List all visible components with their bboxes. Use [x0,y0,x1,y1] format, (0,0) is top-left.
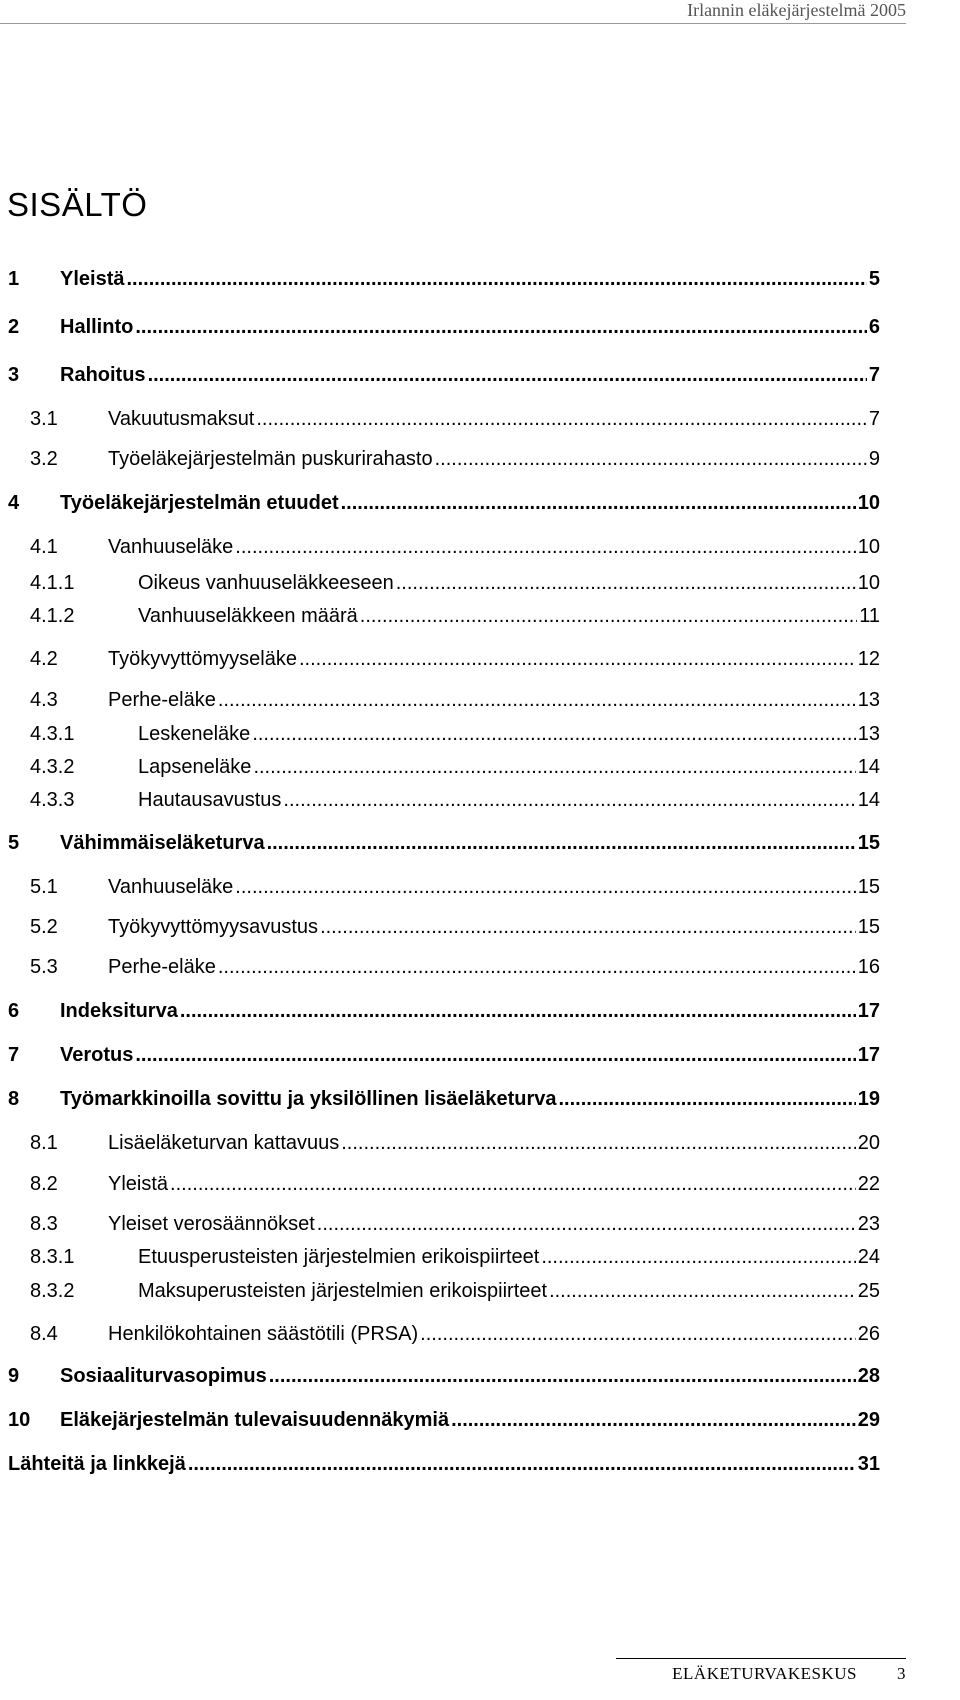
toc-entry-number: 4.3.3 [30,789,75,811]
toc-entry-title: Hallinto [60,316,134,338]
toc-entry-number: 4.1.2 [30,605,75,627]
toc-leader-dots [341,1129,856,1157]
toc-leader-dots [451,1406,856,1434]
toc-leader-dots [218,686,856,714]
toc-entry-page: 16 [857,956,880,978]
toc-entry-number: 4.3 [30,689,58,711]
toc-entry[interactable] [30,602,880,630]
toc-entry-page: 24 [857,1246,880,1268]
toc-entry[interactable] [8,1041,880,1069]
toc-entry-page: 20 [857,1132,880,1154]
toc-entry-number: 3.1 [30,408,58,430]
toc-entry-title: Etuusperusteisten järjestelmien erikoispiirteet [138,1246,540,1268]
toc-entry-number: 8.3 [30,1213,58,1235]
toc-entry-number: 4.3.1 [30,723,75,745]
header-title: Irlannin eläkejärjestelmä 2005 [687,0,906,20]
toc-entry-page: 10 [857,492,880,514]
toc-entry-number: 10 [8,1409,31,1431]
toc-entry-title: Vähimmäiseläketurva [60,832,265,854]
toc-entry-title: Vanhuuseläke [108,536,234,558]
toc-entry-number: 5 [8,832,20,854]
toc-entry[interactable] [30,1129,880,1157]
toc-entry-title: Sosiaaliturvasopimus [60,1365,267,1387]
toc-entry-number: 5.1 [30,876,58,898]
toc-entry[interactable] [8,1450,880,1478]
toc-leader-dots [235,533,855,561]
toc-entry-page: 12 [857,648,880,670]
toc-entry-title: Verotus [60,1044,134,1066]
toc-entry-number: 8 [8,1088,20,1110]
toc-entry-number: 8.1 [30,1132,58,1154]
toc-entry-title: Yleiset verosäännökset [108,1213,315,1235]
toc-entry[interactable] [8,361,880,389]
toc-entry-page: 25 [857,1280,880,1302]
footer-page-number: 3 [897,1664,906,1683]
toc-leader-dots [435,445,867,473]
toc-entry-page: 17 [857,1044,880,1066]
toc-entry-number: 8.4 [30,1323,58,1345]
footer-org: ELÄKETURVAKESKUS [672,1664,857,1683]
toc-entry-title: Perhe-eläke [108,956,216,978]
toc-leader-dots [360,602,857,630]
toc-entry-page: 15 [857,832,880,854]
toc-entry[interactable] [30,569,880,597]
toc-leader-dots [170,1170,856,1198]
toc-entry-number: 4.2 [30,648,58,670]
toc-entry-page: 13 [857,689,880,711]
toc-leader-dots [180,997,856,1025]
toc-entry[interactable] [8,489,880,517]
toc-leader-dots [135,313,867,341]
footer-text [672,1664,906,1684]
page-title: SISÄLTÖ [7,186,148,223]
toc-entry-title: Lähteitä ja linkkejä [8,1453,186,1475]
toc-entry-title: Lapseneläke [138,756,252,778]
toc-entry[interactable] [30,720,880,748]
toc-entry-number: 4.1 [30,536,58,558]
toc-leader-dots [283,786,855,814]
toc-leader-dots [320,913,856,941]
toc-entry[interactable] [30,445,880,473]
toc-leader-dots [235,873,855,901]
toc-entry-title: Eläkejärjestelmän tulevaisuudennäkymiä [60,1409,450,1431]
toc-entry-title: Indeksiturva [60,1000,178,1022]
toc-entry[interactable] [8,1406,880,1434]
toc-entry[interactable] [30,1170,880,1198]
toc-entry-title: Rahoitus [60,364,146,386]
toc-leader-dots [559,1085,856,1113]
toc-entry[interactable] [30,645,880,673]
toc-entry-number: 4.1.1 [30,572,75,594]
toc-entry-page: 31 [857,1453,880,1475]
toc-entry[interactable] [30,953,880,981]
toc-entry-title: Maksuperusteisten järjestelmien erikoispiirteet [138,1280,548,1302]
toc-entry-number: 3.2 [30,448,58,470]
toc-entry-number: 3 [8,364,20,386]
toc-leader-dots [253,753,855,781]
toc-entry-page: 7 [868,408,880,430]
toc-entry-page: 22 [857,1173,880,1195]
toc-entry[interactable] [8,997,880,1025]
toc-entry-title: Perhe-eläke [108,689,216,711]
toc-leader-dots [188,1450,856,1478]
toc-entry[interactable] [8,1085,880,1113]
toc-entry-page: 14 [857,756,880,778]
toc-entry-number: 4.3.2 [30,756,75,778]
toc-entry-page: 26 [857,1323,880,1345]
toc-entry-number: 7 [8,1044,20,1066]
toc-entry-number: 8.2 [30,1173,58,1195]
toc-leader-dots [148,361,867,389]
toc-entry[interactable] [30,533,880,561]
toc-entry-title: Työmarkkinoilla sovittu ja yksilöllinen lisäeläketurva [60,1088,557,1110]
toc-entry[interactable] [30,753,880,781]
toc-entry-title: Lisäeläketurvan kattavuus [108,1132,340,1154]
toc-entry[interactable] [30,1320,880,1348]
toc-leader-dots [541,1243,855,1271]
toc-entry-number: 2 [8,316,20,338]
toc-leader-dots [549,1277,856,1305]
toc-leader-dots [267,829,856,857]
toc-entry-number: 8.3.1 [30,1246,75,1268]
toc-leader-dots [218,953,856,981]
toc-leader-dots [126,265,866,293]
toc-entry-page: 5 [868,268,880,290]
toc-entry[interactable] [8,1362,880,1390]
toc-leader-dots [341,489,856,517]
toc-entry-number: 5.2 [30,916,58,938]
toc-entry-title: Työeläkejärjestelmän puskurirahasto [108,448,433,470]
toc-entry-title: Yleistä [60,268,125,290]
toc-entry-number: 4 [8,492,20,514]
toc-entry-title: Työeläkejärjestelmän etuudet [60,492,339,514]
toc-entry-title: Leskeneläke [138,723,251,745]
toc-entry[interactable] [30,1277,880,1305]
footer-rule [616,1658,906,1659]
toc-entry[interactable] [30,405,880,433]
toc-leader-dots [317,1210,856,1238]
toc-entry-page: 14 [857,789,880,811]
toc-entry-title: Työkyvyttömyyseläke [108,648,297,670]
toc-entry-page: 13 [857,723,880,745]
toc-entry-page: 15 [857,876,880,898]
toc-entry-page: 7 [868,364,880,386]
toc-leader-dots [396,569,856,597]
toc-leader-dots [269,1362,856,1390]
toc-entry-page: 29 [857,1409,880,1431]
toc-entry-number: 6 [8,1000,20,1022]
toc-leader-dots [256,405,867,433]
toc-entry-page: 11 [859,605,880,627]
toc-leader-dots [135,1041,855,1069]
toc-entry-number: 1 [8,268,20,290]
toc-leader-dots [299,645,856,673]
toc-entry[interactable] [8,265,880,293]
toc-entry-number: 9 [8,1365,20,1387]
toc-entry-page: 10 [857,536,880,558]
toc-entry-title: Yleistä [108,1173,169,1195]
toc-entry[interactable] [8,829,880,857]
toc-entry-title: Työkyvyttömyysavustus [108,916,319,938]
toc-entry-number: 5.3 [30,956,58,978]
toc-leader-dots [252,720,855,748]
toc-entry-title: Henkilökohtainen säästötili (PRSA) [108,1323,419,1345]
toc-entry[interactable] [8,313,880,341]
toc-entry-title: Vanhuuseläkkeen määrä [138,605,358,627]
toc-entry-title: Vakuutusmaksut [108,408,255,430]
toc-leader-dots [420,1320,856,1348]
toc-entry[interactable] [30,913,880,941]
toc-entry[interactable] [30,873,880,901]
toc-entry-page: 10 [857,572,880,594]
toc-entry-page: 15 [857,916,880,938]
toc-entry[interactable] [30,686,880,714]
toc-entry-page: 19 [857,1088,880,1110]
toc-entry-page: 6 [868,316,880,338]
toc-entry[interactable] [30,1243,880,1271]
toc-entry-title: Hautausavustus [138,789,282,811]
toc-entry-page: 28 [857,1365,880,1387]
toc-entry[interactable] [30,786,880,814]
toc-entry-page: 17 [857,1000,880,1022]
toc-entry-title: Oikeus vanhuuseläkkeeseen [138,572,394,594]
toc-entry-page: 9 [868,448,880,470]
toc-entry[interactable] [30,1210,880,1238]
toc-entry-page: 23 [857,1213,880,1235]
toc-entry-title: Vanhuuseläke [108,876,234,898]
toc-entry-number: 8.3.2 [30,1280,75,1302]
header-rule [0,23,906,24]
